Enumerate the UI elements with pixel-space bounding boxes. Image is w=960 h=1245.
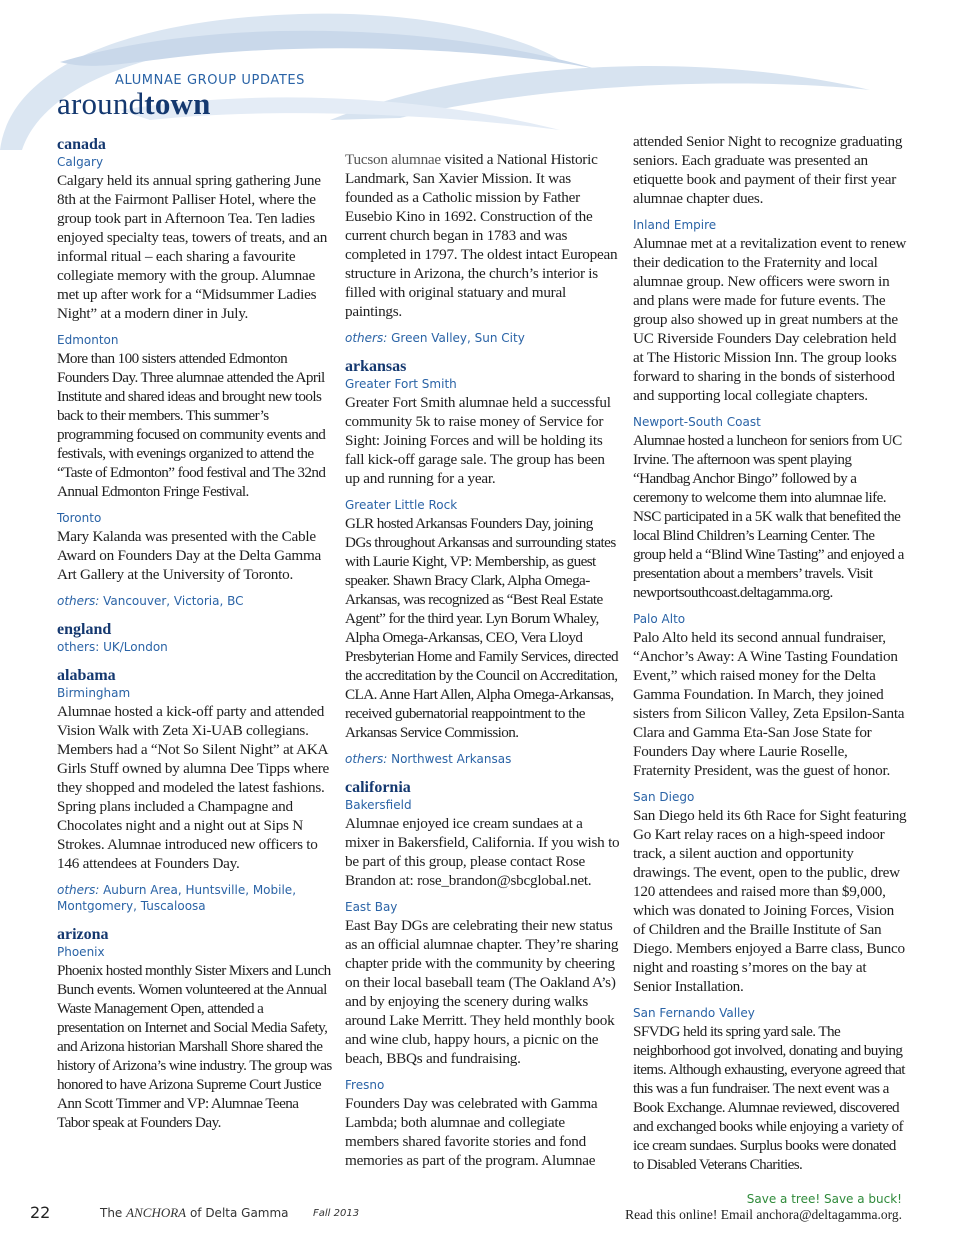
inland-empire-body: Alumnae met at a revitalization event to renew their dedication to the Fraternity and local alumnae group. New officers were sworn in and plans were made for future events. The group also showed up in great numbers at the UC Riverside Founders Day celebration held at The Historic Mission Inn. The group looks forward to sharing in the bonds of sisterhood and supporting local collegiate chapters. bbox=[633, 235, 907, 404]
birmingham-body: Alumnae hosted a kick-off party and attended Vision Walk with Zeta Xi-UAB collegians. Members had a “Not So Silent Night” at AKA Girls Stuff owned by alumna Dee Tipps where they shopped and modeled the latest fashions. Spring plans included a Champagne and Chocolates night and a night out at Sips N Strokes. Alumnae introduced new officers to 146 attendees at Founders Day. bbox=[57, 703, 330, 872]
san-diego-body: San Diego held its 6th Race for Sight featuring Go Kart relay races on a high-speed indoor track, a silent auction and opportunity drawings. The event, open to the public, drew 120 attendees and raised more than $9,000, which was donated to Joining Forces, Vision of Children and the Braille Institute of San Diego. Members enjoyed a Barre class, Bunco night and roasting s’mores on the bay at Senior Installation. bbox=[633, 807, 907, 995]
page-title-bold: town bbox=[144, 86, 211, 121]
column-3 bbox=[633, 132, 908, 1174]
page-title-light: around bbox=[57, 86, 145, 121]
canada-others bbox=[57, 593, 332, 609]
state-heading-california: california bbox=[345, 779, 411, 796]
others-label: others: bbox=[345, 752, 388, 766]
city-heading-newport-south-coast: Newport-South Coast bbox=[633, 415, 761, 429]
others-value: UK/London bbox=[103, 640, 168, 654]
others-label: others: bbox=[57, 883, 100, 897]
state-heading-england: england bbox=[57, 621, 112, 638]
publication-name bbox=[100, 1205, 289, 1221]
arizona-others bbox=[345, 330, 620, 346]
san-fernando-body: SFVDG held its spring yard sale. The neighborhood got involved, donating and buying items. Although exhausting, everyone agreed that this was a fun fundraiser. The next event was a Book Exchange. Alumnae reviewed, discovered and exchanged books while enjoying a variety of ice cream sundaes. Surplus books were donated to Disabled Veterans Charities. bbox=[633, 1023, 905, 1173]
city-heading-palo-alto: Palo Alto bbox=[633, 612, 686, 626]
city-heading-san-fernando-valley: San Fernando Valley bbox=[633, 1006, 755, 1020]
save-a-tree-note: Save a tree! Save a buck! bbox=[746, 1192, 902, 1206]
city-heading-inland-empire: Inland Empire bbox=[633, 218, 717, 232]
fresno-body: Founders Day was celebrated with Gamma Lambda; both alumnae and collegiate members shared favorite stories and fond memories as part of the program. Alumnae bbox=[345, 1095, 598, 1169]
section-kicker: ALUMNAE GROUP UPDATES bbox=[115, 73, 306, 88]
tucson-text: visited a National Historic Landmark, San Xavier Mission. It was founded as a Catholic mission by Father Eusebio Kino in 1692. Construction of the current church began in 1783 and was completed in 1797. The oldest intact European structure in Arizona, the church’s interior is filled with original statuary and mural paintings. bbox=[345, 151, 618, 320]
city-heading-edmonton: Edmonton bbox=[57, 333, 119, 347]
city-heading-fresno: Fresno bbox=[345, 1078, 385, 1092]
fresno-continued-body: attended Senior Night to recognize graduating seniors. Each graduate was presented an etiquette book and payment of their first year alumnae chapter dues. bbox=[633, 133, 903, 207]
others-value: Northwest Arkansas bbox=[391, 752, 512, 766]
pub-prefix: The bbox=[100, 1206, 123, 1220]
bakersfield-body: Alumnae enjoyed ice cream sundaes at a mixer in Bakersfield, California. If you wish to be part of this group, please contact Rose Brandon at: rose_brandon@sbcglobal.net. bbox=[345, 815, 620, 889]
edmonton-body: More than 100 sisters attended Edmonton Founders Day. Three alumnae attended the April Institute and shared ideas and brought new tools back to their members. This summer’s programming focused on community events and festivals, with evenings organized to attend the “Taste of Edmonton” food festival and The 32nd Annual Edmonton Fringe Festival. bbox=[57, 350, 326, 500]
newport-body: Alumnae hosted a luncheon for seniors from UC Irvine. The afternoon was spent playing “Handbag Anchor Bingo” followed by a ceremony to welcome them into alumnae life. NSC participated in a 5K walk that benefited the local Blind Children’s Learning Center. The group held a “Blind Wine Tasting” and enjoyed a presentation about a members’ travels. Visit newportsouthcoast.deltagamma.org. bbox=[633, 432, 904, 601]
alabama-others bbox=[57, 882, 332, 914]
state-heading-arkansas: arkansas bbox=[345, 358, 407, 375]
city-heading-birmingham: Birmingham bbox=[57, 686, 131, 700]
city-heading-san-diego: San Diego bbox=[633, 790, 695, 804]
city-heading-bakersfield: Bakersfield bbox=[345, 798, 412, 812]
others-value: Vancouver, Victoria, BC bbox=[103, 594, 244, 608]
others-value: Green Valley, Sun City bbox=[391, 331, 525, 345]
page-number: 22 bbox=[30, 1203, 51, 1222]
state-heading-alabama: alabama bbox=[57, 667, 116, 684]
england-others bbox=[57, 639, 332, 655]
arkansas-others bbox=[345, 751, 620, 767]
issue-date: Fall 2013 bbox=[313, 1208, 360, 1219]
others-label: others: bbox=[345, 331, 388, 345]
others-value: Auburn Area, Huntsville, Mobile, Montgomery, Tuscaloosa bbox=[57, 883, 297, 913]
others-label: others: bbox=[57, 594, 100, 608]
east-bay-body: East Bay DGs are celebrating their new status as an official alumnae chapter. They’re sharing chapter pride with the community by cheering on their local baseball team (The Oakland A’s) and by enjoying the scenery during walks around Lake Merritt. They held monthly book and wine club, happy hours, a picnic on the beach, BBQs and fundraising. bbox=[345, 917, 619, 1067]
palo-alto-body: Palo Alto held its second annual fundraiser, “Anchor’s Away: A Wine Tasting Foundation Event,” which raised money for the Delta Gamma Foundation. In March, they joined sisters from Silicon Valley, Zeta Epsilon-Santa Clara and Gamma Eta-San Jose State for Founders Day where Laurie Roselle, Fraternity President, was the guest of honor. bbox=[633, 629, 905, 779]
tucson-lead: Tucson alumnae bbox=[345, 151, 441, 168]
city-heading-east-bay: East Bay bbox=[345, 900, 398, 914]
city-heading-greater-little-rock: Greater Little Rock bbox=[345, 498, 458, 512]
phoenix-body: Phoenix hosted monthly Sister Mixers and Lunch Bunch events. Women volunteered at the Annual Waste Management Open, attended a presentation on Internet and Social Media Safety, and Arizona historian Marshall Shore shared the history of Arizona’s wine industry. The group was honored to have Arizona Supreme Court Justice Ann Scott Timmer and VP: Alumnae Teena Tabor speak at Founders Day. bbox=[57, 962, 332, 1131]
others-label: others: bbox=[57, 640, 100, 654]
column-1 bbox=[57, 136, 332, 1132]
column-2 bbox=[345, 150, 620, 1170]
read-online-note: Read this online! Email anchora@deltagamma.org. bbox=[625, 1207, 902, 1222]
state-heading-arizona: arizona bbox=[57, 926, 109, 943]
fort-smith-body: Greater Fort Smith alumnae held a successful community 5k to raise money of Service for Sight: Joining Forces and will be holding its fall kick-off garage sale. The group has been up and running for a year. bbox=[345, 394, 611, 487]
state-heading-canada: canada bbox=[57, 136, 106, 153]
toronto-body: Mary Kalanda was presented with the Cable Award on Founders Day at the Delta Gamma Art Gallery at the University of Toronto. bbox=[57, 528, 322, 583]
tucson-body bbox=[345, 150, 620, 321]
city-heading-phoenix: Phoenix bbox=[57, 945, 105, 959]
pub-suffix: of Delta Gamma bbox=[189, 1206, 289, 1220]
calgary-body: Calgary held its annual spring gathering June 8th at the Fairmont Palliser Hotel, where the group took part in Afternoon Tea. Ten ladies enjoyed specialty teas, towers of treats, and an informal ritual – each sharing a favourite collegiate memory with the group. Alumnae met up after work for a “Midsummer Ladies Night” at a modern diner in July. bbox=[57, 172, 328, 322]
little-rock-body: GLR hosted Arkansas Founders Day, joining DGs throughout Arkansas and surrounding states with Laurie Kight, VP: Membership, as guest speaker. Shawn Bracy Clark, Alpha Omega-Arkansas, was recognized as “Best Real Estate Agent” for the third year. Lyn Borum Whaley, Alpha Omega-Arkansas, CEO, Vera Lloyd Presbyterian Home and Family Services, directed the accreditation by the Council on Accreditation, CLA. Anne Hart Allen, Alpha Omega-Arkansas, received gubernatorial reappointment to the Arkansas Service Commission. bbox=[345, 515, 618, 741]
page-title bbox=[57, 86, 211, 122]
city-heading-greater-fort-smith: Greater Fort Smith bbox=[345, 377, 457, 391]
city-heading-toronto: Toronto bbox=[57, 511, 102, 525]
city-heading-calgary: Calgary bbox=[57, 155, 104, 169]
pub-name: ANCHORA bbox=[126, 1205, 187, 1220]
